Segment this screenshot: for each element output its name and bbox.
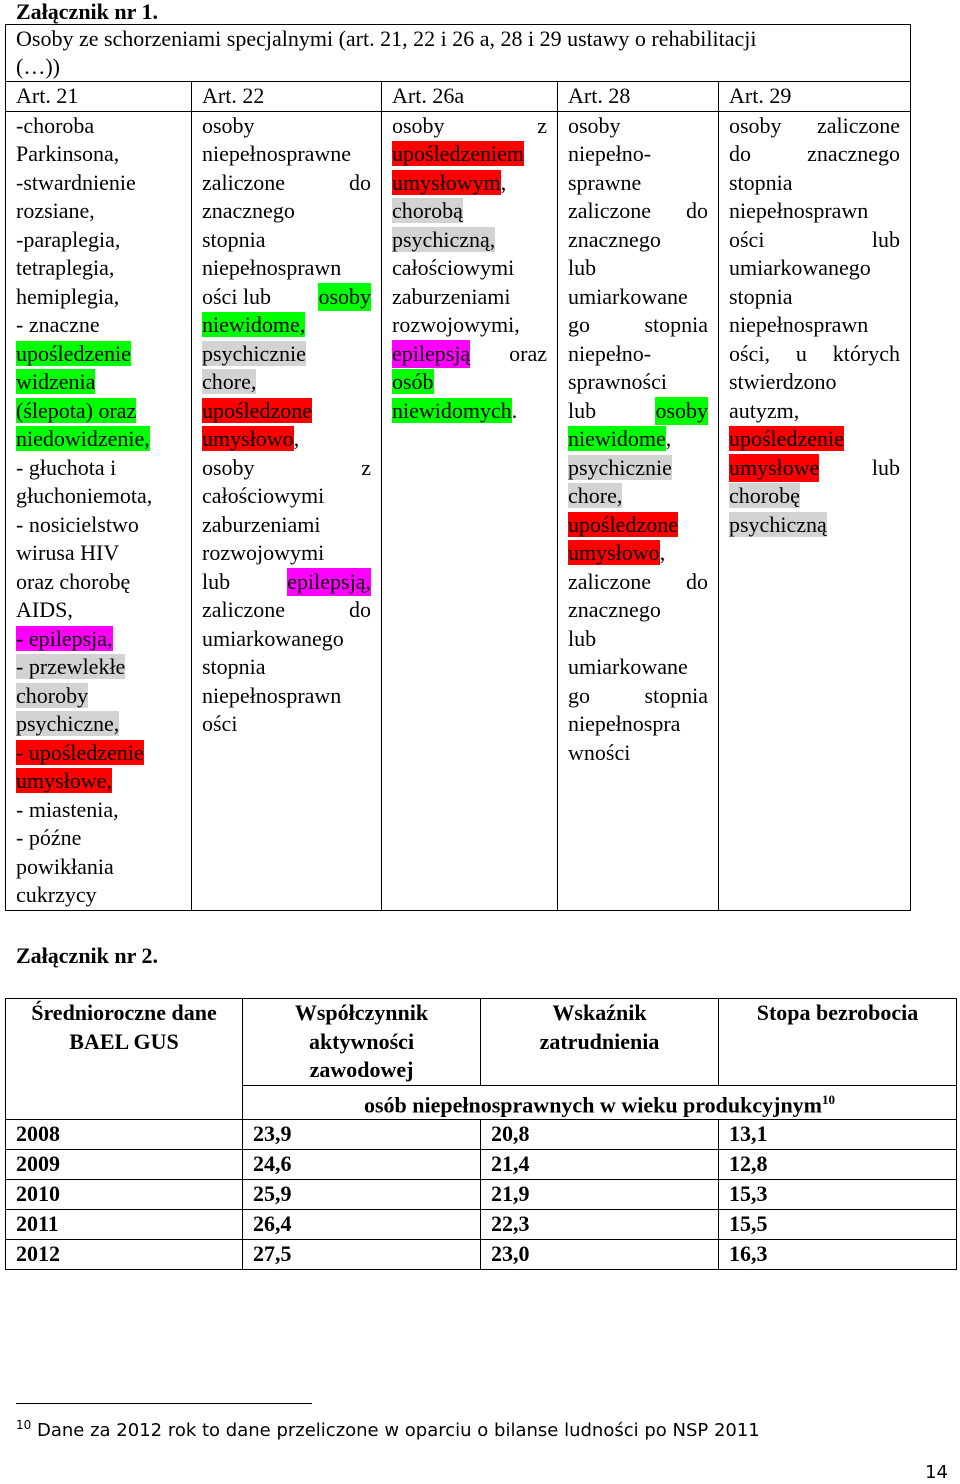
- cell-text: umysłowo: [568, 540, 660, 565]
- cell-text: chorobę: [729, 483, 800, 508]
- cell-text: osoby: [729, 112, 782, 138]
- cell-text: osoby: [318, 283, 371, 312]
- cell-text: umysłowo: [202, 426, 294, 451]
- cell-line: [202, 197, 371, 226]
- cell-text: ,: [293, 426, 300, 451]
- cell-text: ,: [500, 169, 507, 195]
- cell-line: [16, 169, 181, 198]
- cell-text: zaliczone: [816, 112, 900, 138]
- cell-text: epilepsją,: [287, 568, 371, 597]
- cell-line: [202, 340, 371, 369]
- cell-text: ości: [202, 711, 238, 736]
- attachment-1-title: Załącznik nr 1.: [16, 0, 159, 24]
- cell-line: [568, 511, 708, 540]
- cell-text: sprawności: [568, 369, 667, 394]
- cell-line: [202, 568, 371, 597]
- cell-line: [568, 197, 708, 226]
- cell-text: umiarkowanego: [202, 625, 344, 651]
- cell-text: (ślepota) oraz: [16, 397, 137, 423]
- cell-text: .: [511, 397, 518, 423]
- cell-line: [392, 311, 547, 340]
- cell-text: umysłowe,: [16, 768, 112, 793]
- cell-line: [568, 254, 708, 283]
- cell-text: zaliczone: [202, 169, 286, 195]
- cell-text: upośledzeniem: [392, 141, 524, 166]
- cell-text: do: [349, 169, 371, 195]
- cell-text: - miastenia,: [16, 796, 119, 822]
- footnote-number: 10: [16, 1418, 32, 1432]
- table-row: 2012 27,5 23,0 16,3: [6, 1240, 957, 1270]
- cell-line: [568, 425, 708, 454]
- cell-line: [16, 853, 181, 882]
- cell-text: znacznego: [202, 198, 295, 223]
- cell-line: [729, 340, 900, 369]
- cell-text: stwierdzono: [729, 369, 837, 394]
- special-conditions-table: [5, 24, 911, 911]
- table-row: 2011 26,4 22,3 15,5: [6, 1210, 957, 1240]
- cell-line: [16, 710, 181, 739]
- cell-text: stopnia: [644, 682, 708, 708]
- cell-text: zaburzeniami: [202, 511, 321, 537]
- cell-text: rozsiane,: [16, 198, 95, 223]
- cell-line: [16, 767, 181, 796]
- cell-line: [16, 796, 181, 825]
- footnote-ref: 10: [822, 1091, 836, 1107]
- cell-line: [568, 140, 708, 169]
- header-art-22: Art. 22: [192, 82, 382, 112]
- cell-text: stopnia: [729, 169, 793, 195]
- cell-text: go: [568, 682, 590, 708]
- cell-line: [729, 197, 900, 226]
- cell-text: osoby: [202, 454, 255, 480]
- table-caption-row: [6, 25, 911, 82]
- cell-line: [202, 169, 371, 198]
- cell-text: go: [568, 312, 590, 337]
- cell-text: do: [686, 198, 708, 223]
- cell-line: [729, 425, 900, 454]
- cell-text: osób: [392, 369, 434, 394]
- cell-text: psychiczną: [729, 511, 827, 537]
- cell-line: [16, 625, 181, 654]
- header-source: Średnioroczne dane BAEL GUS: [6, 999, 243, 1120]
- cell-text: niepełnosprawne: [202, 141, 352, 166]
- cell-text: niewidomych: [392, 397, 512, 423]
- cell-text: powikłania: [16, 853, 114, 879]
- cell-line: [202, 254, 371, 283]
- header-activity-rate: Współczynnik aktywności zawodowej: [243, 999, 481, 1086]
- cell-line: [729, 140, 900, 169]
- footnote: [16, 1418, 760, 1441]
- cell-text: Parkinsona,: [16, 141, 120, 166]
- page-number: 14: [925, 1462, 948, 1483]
- cell-text: wirusa HIV: [16, 540, 120, 565]
- cell-line: [16, 397, 181, 426]
- cell-text: do: [686, 568, 708, 594]
- cell-text: wności: [568, 739, 631, 765]
- cell-text: z: [537, 112, 547, 138]
- cell-line: [392, 169, 547, 198]
- art-29-cell: [719, 111, 911, 910]
- cell-text: znacznego: [568, 226, 661, 252]
- cell-line: [392, 283, 547, 312]
- cell-text: stopnia: [644, 312, 708, 337]
- cell-line: [729, 169, 900, 198]
- cell-line: [16, 653, 181, 682]
- cell-line: [392, 112, 547, 141]
- cell-text: całościowymi: [202, 483, 325, 508]
- cell-line: [568, 311, 708, 340]
- cell-line: [568, 340, 708, 369]
- cell-line: [16, 539, 181, 568]
- table-body-row: [6, 111, 911, 910]
- cell-line: [568, 397, 708, 426]
- cell-text: zaliczone: [568, 568, 652, 594]
- cell-text: chore,: [202, 369, 257, 394]
- cell-text: zaburzeniami: [392, 283, 511, 309]
- cell-text: całościowymi: [392, 255, 515, 280]
- cell-text: choroby: [16, 682, 89, 708]
- cell-text: upośledzone: [568, 511, 678, 537]
- cell-line: [202, 511, 371, 540]
- cell-text: ości,: [729, 340, 770, 366]
- cell-line: [202, 226, 371, 255]
- cell-text: tetraplegia,: [16, 255, 115, 280]
- table-caption-line-1: Osoby ze schorzeniami specjalnymi (art. 21, 22 i 26 a, 28 i 29 ustawy o rehabilitacji: [16, 26, 757, 51]
- attachment-2-title: Załącznik nr 2.: [16, 943, 159, 968]
- bael-gus-table: [5, 998, 957, 1270]
- cell-text: osoby: [202, 112, 255, 138]
- cell-text: lub: [871, 226, 900, 252]
- cell-text: do: [729, 141, 751, 166]
- cell-line: [16, 368, 181, 397]
- cell-text: ości lub: [202, 283, 272, 309]
- cell-text: umiarkowane: [568, 654, 688, 679]
- header-art-26a: Art. 26a: [382, 82, 558, 112]
- cell-text: do: [349, 597, 371, 622]
- cell-line: [568, 625, 708, 654]
- cell-text: umiarkowane: [568, 283, 688, 309]
- cell-text: psychicznie: [202, 340, 306, 366]
- cell-line: [729, 226, 900, 255]
- cell-text: upośledzenie: [729, 426, 844, 451]
- table-row: 2009 24,6 21,4 12,8: [6, 1150, 957, 1180]
- cell-line: [568, 596, 708, 625]
- cell-line: [568, 368, 708, 397]
- cell-text: chorobą: [392, 198, 463, 223]
- cell-line: [16, 197, 181, 226]
- cell-line: [202, 653, 371, 682]
- cell-line: [392, 140, 547, 169]
- cell-text: niepełnospra: [568, 711, 681, 736]
- cell-text: ,: [665, 426, 672, 451]
- cell-text: lub: [568, 397, 597, 423]
- cell-line: [568, 169, 708, 198]
- art-21-cell: [6, 111, 192, 910]
- cell-line: [202, 397, 371, 426]
- art-26a-cell: [382, 111, 558, 910]
- cell-text: - upośledzenie: [16, 739, 144, 765]
- cell-line: [16, 454, 181, 483]
- table-row: 2008 23,9 20,8 13,1: [6, 1120, 957, 1150]
- cell-text: upośledzenie: [16, 340, 131, 366]
- cell-text: niewidome: [568, 426, 666, 451]
- cell-text: lub: [568, 625, 597, 651]
- cell-text: stopnia: [202, 226, 266, 252]
- cell-text: z: [361, 454, 371, 480]
- cell-text: umysłowym: [392, 169, 501, 195]
- cell-line: [392, 226, 547, 255]
- cell-text: osoby: [392, 112, 445, 138]
- art-28-cell: [558, 111, 719, 910]
- cell-line: [568, 454, 708, 483]
- cell-line: [729, 368, 900, 397]
- header-unemployment-rate: Stopa bezrobocia: [719, 999, 957, 1086]
- cell-line: [16, 283, 181, 312]
- cell-text: sprawne: [568, 169, 642, 195]
- cell-text: ,: [659, 540, 666, 565]
- cell-line: [202, 283, 371, 312]
- cell-text: autyzm,: [729, 397, 800, 423]
- cell-line: [16, 596, 181, 625]
- cell-text: umysłowe: [729, 454, 819, 483]
- cell-line: [392, 397, 547, 426]
- cell-line: [729, 112, 900, 141]
- header-employment-rate: Wskaźnik zatrudnienia: [481, 999, 719, 1086]
- cell-text: niepełno-: [568, 340, 652, 366]
- cell-text: niepełno-: [568, 141, 652, 166]
- cell-line: [568, 653, 708, 682]
- cell-text: znacznego: [568, 597, 661, 622]
- cell-line: [16, 425, 181, 454]
- cell-line: [16, 311, 181, 340]
- cell-text: u: [795, 340, 807, 366]
- cell-line: [202, 710, 371, 739]
- cell-text: osoby: [655, 397, 708, 426]
- cell-text: których: [832, 340, 900, 366]
- cell-line: [202, 425, 371, 454]
- cell-line: [202, 625, 371, 654]
- cell-line: [202, 539, 371, 568]
- cell-line: [16, 682, 181, 711]
- cell-line: [568, 283, 708, 312]
- cell-line: [568, 482, 708, 511]
- cell-text: widzenia: [16, 369, 96, 394]
- cell-line: [16, 881, 181, 910]
- cell-text: niepełnosprawn: [729, 198, 869, 223]
- cell-text: zaliczone: [568, 198, 652, 223]
- cell-line: [202, 454, 371, 483]
- cell-line: [729, 311, 900, 340]
- cell-line: [392, 368, 547, 397]
- cell-text: psychicznie: [568, 454, 672, 480]
- cell-line: [568, 682, 708, 711]
- table2-header-row: [6, 999, 957, 1086]
- table-row: 2010 25,9 21,9 15,3: [6, 1180, 957, 1210]
- cell-text: oraz: [509, 340, 547, 366]
- cell-text: oraz chorobę: [16, 568, 131, 594]
- cell-text: lub: [871, 454, 900, 480]
- cell-line: [202, 482, 371, 511]
- cell-line: [568, 710, 708, 739]
- header-art-21: Art. 21: [6, 82, 192, 112]
- cell-line: [202, 596, 371, 625]
- cell-text: osoby: [568, 112, 621, 138]
- cell-line: [729, 454, 900, 483]
- cell-text: epilepsją: [392, 340, 470, 369]
- cell-line: [16, 112, 181, 141]
- cell-line: [568, 739, 708, 768]
- cell-line: [16, 340, 181, 369]
- cell-text: stopnia: [729, 283, 793, 309]
- cell-line: [16, 739, 181, 768]
- cell-text: - znaczne: [16, 312, 100, 337]
- cell-text: niewidome,: [202, 312, 306, 337]
- cell-text: głuchoniemota,: [16, 483, 153, 508]
- table-header-row: [6, 82, 911, 112]
- header-art-29: Art. 29: [719, 82, 911, 112]
- cell-text: umiarkowanego: [729, 255, 871, 280]
- cell-text: - epilepsja,: [16, 625, 113, 651]
- header-art-28: Art. 28: [558, 82, 719, 112]
- cell-text: -choroba: [16, 112, 95, 138]
- cell-text: cukrzycy: [16, 882, 97, 907]
- cell-text: -paraplegia,: [16, 226, 121, 252]
- cell-text: lub: [202, 568, 231, 594]
- cell-line: [16, 482, 181, 511]
- cell-text: niepełnosprawn: [729, 312, 869, 337]
- cell-text: ości: [729, 226, 765, 252]
- cell-text: zaliczone: [202, 597, 286, 622]
- cell-line: [16, 226, 181, 255]
- cell-line: [16, 824, 181, 853]
- cell-line: [568, 539, 708, 568]
- cell-line: [202, 140, 371, 169]
- cell-line: [729, 397, 900, 426]
- cell-text: rozwojowymi: [202, 540, 325, 565]
- cell-line: [202, 112, 371, 141]
- art-22-cell: [192, 111, 382, 910]
- cell-line: [392, 197, 547, 226]
- cell-line: [202, 311, 371, 340]
- cell-text: psychiczne,: [16, 711, 120, 736]
- cell-line: [202, 682, 371, 711]
- cell-line: [729, 254, 900, 283]
- cell-text: - głuchota i: [16, 454, 117, 480]
- cell-line: [729, 511, 900, 540]
- cell-line: [729, 283, 900, 312]
- cell-line: [729, 482, 900, 511]
- cell-line: [392, 340, 547, 369]
- footnote-text: Dane za 2012 rok to dane przeliczone w oparciu o bilanse ludności po NSP 2011: [31, 1420, 760, 1441]
- cell-line: [568, 112, 708, 141]
- footnote-divider: [16, 1403, 312, 1404]
- cell-text: psychiczną,: [392, 226, 496, 252]
- cell-text: niepełnosprawn: [202, 255, 342, 280]
- cell-text: - nosicielstwo: [16, 511, 139, 537]
- cell-text: niepełnosprawn: [202, 682, 342, 708]
- cell-text: upośledzone: [202, 397, 312, 423]
- cell-text: niedowidzenie,: [16, 426, 150, 451]
- cell-text: znacznego: [807, 141, 900, 166]
- cell-line: [16, 511, 181, 540]
- cell-line: [568, 568, 708, 597]
- cell-text: - przewlekłe: [16, 654, 126, 679]
- cell-line: [16, 254, 181, 283]
- cell-text: -stwardnienie: [16, 169, 136, 195]
- table-caption-line-2: (…)): [16, 54, 60, 79]
- cell-text: chore,: [568, 483, 623, 508]
- table-caption: [6, 25, 911, 82]
- cell-line: [16, 140, 181, 169]
- cell-text: AIDS,: [16, 597, 73, 622]
- cell-text: stopnia: [202, 654, 266, 679]
- cell-line: [568, 226, 708, 255]
- cell-line: [392, 254, 547, 283]
- cell-text: rozwojowymi,: [392, 312, 520, 337]
- cell-text: hemiplegia,: [16, 283, 120, 309]
- cell-text: lub: [568, 255, 597, 280]
- subheader-disabled-working-age: osób niepełnosprawnych w wieku produkcyjnym$^{10}$: [243, 1085, 957, 1120]
- cell-text: - późne: [16, 825, 82, 850]
- cell-line: [16, 568, 181, 597]
- cell-line: [202, 368, 371, 397]
